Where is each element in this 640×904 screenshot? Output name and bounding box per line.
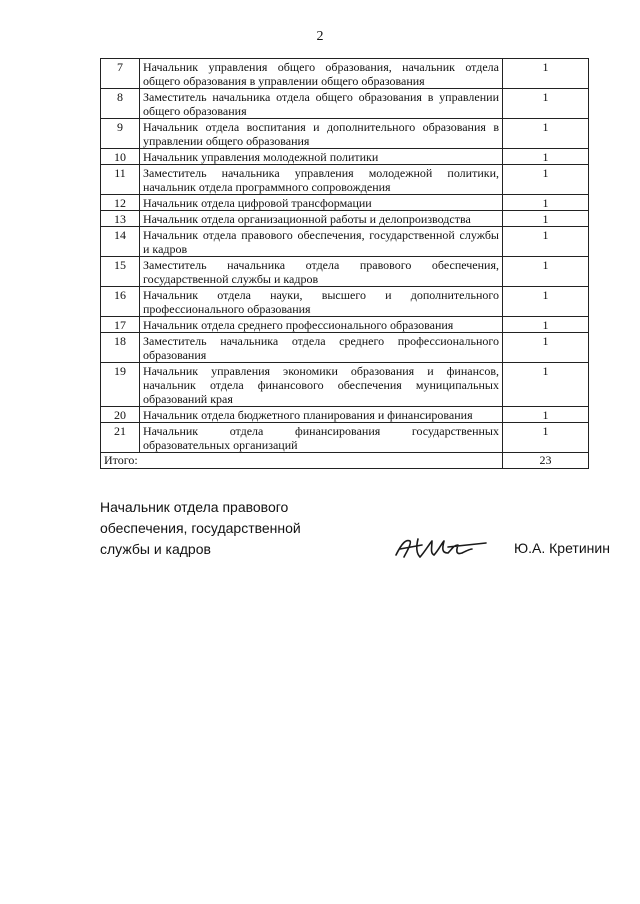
total-label: Итого: xyxy=(101,453,503,469)
row-number: 16 xyxy=(101,287,140,317)
handwritten-signature xyxy=(392,533,492,563)
row-number: 8 xyxy=(101,89,140,119)
table-row xyxy=(101,119,589,149)
signer-position-line: службы и кадров xyxy=(100,541,211,557)
position-title: Начальник отдела воспитания и дополнительного образования в управлении общего образования xyxy=(140,119,503,149)
row-number: 12 xyxy=(101,195,140,211)
position-title: Начальник отдела финансирования государственных образовательных организаций xyxy=(140,423,503,453)
position-count: 1 xyxy=(503,407,589,423)
signer-position-line: обеспечения, государственной xyxy=(100,520,301,536)
row-number: 10 xyxy=(101,149,140,165)
table-row xyxy=(101,333,589,363)
position-count: 1 xyxy=(503,195,589,211)
position-count: 1 xyxy=(503,423,589,453)
row-number: 14 xyxy=(101,227,140,257)
position-title: Начальник отдела организационной работы и делопроизводства xyxy=(140,211,503,227)
row-number: 18 xyxy=(101,333,140,363)
staff-positions-table xyxy=(100,58,589,469)
total-value: 23 xyxy=(503,453,589,469)
table-row xyxy=(101,423,589,453)
row-number: 13 xyxy=(101,211,140,227)
position-count: 1 xyxy=(503,165,589,195)
position-title: Начальник отдела правового обеспечения, государственной службы и кадров xyxy=(140,227,503,257)
table-row xyxy=(101,317,589,333)
signer-position-line: Начальник отдела правового xyxy=(100,499,289,515)
position-title: Начальник отдела среднего профессионального образования xyxy=(140,317,503,333)
position-count: 1 xyxy=(503,119,589,149)
row-number: 20 xyxy=(101,407,140,423)
position-title: Начальник отдела науки, высшего и дополнительного профессионального образования xyxy=(140,287,503,317)
position-count: 1 xyxy=(503,211,589,227)
position-title: Начальник управления молодежной политики xyxy=(140,149,503,165)
table-row xyxy=(101,227,589,257)
position-title: Заместитель начальника отдела среднего профессионального образования xyxy=(140,333,503,363)
table-row xyxy=(101,149,589,165)
table-row xyxy=(101,89,589,119)
position-title: Заместитель начальника управления молодежной политики, начальник отдела программного сопровождения xyxy=(140,165,503,195)
row-number: 19 xyxy=(101,363,140,407)
row-number: 7 xyxy=(101,59,140,89)
position-title: Начальник управления общего образования, начальник отдела общего образования в управлении общего образования xyxy=(140,59,503,89)
signer-name: Ю.А. Кретинин xyxy=(514,540,610,556)
table-row xyxy=(101,211,589,227)
position-count: 1 xyxy=(503,317,589,333)
total-row xyxy=(101,453,589,469)
position-title: Начальник отдела цифровой трансформации xyxy=(140,195,503,211)
row-number: 9 xyxy=(101,119,140,149)
position-count: 1 xyxy=(503,287,589,317)
position-title: Заместитель начальника отдела общего образования в управлении общего образования xyxy=(140,89,503,119)
row-number: 17 xyxy=(101,317,140,333)
position-count: 1 xyxy=(503,59,589,89)
signature-block xyxy=(100,497,610,560)
table-body xyxy=(101,59,589,469)
table-row xyxy=(101,165,589,195)
row-number: 21 xyxy=(101,423,140,453)
row-number: 11 xyxy=(101,165,140,195)
page-number: 2 xyxy=(316,29,324,44)
row-number: 15 xyxy=(101,257,140,287)
position-title: Заместитель начальника отдела правового обеспечения, государственной службы и кадров xyxy=(140,257,503,287)
table-row xyxy=(101,407,589,423)
table-row xyxy=(101,287,589,317)
position-count: 1 xyxy=(503,227,589,257)
table-row xyxy=(101,363,589,407)
position-count: 1 xyxy=(503,257,589,287)
table-row xyxy=(101,195,589,211)
position-count: 1 xyxy=(503,363,589,407)
position-count: 1 xyxy=(503,149,589,165)
table-row xyxy=(101,257,589,287)
position-title: Начальник управления экономики образования и финансов, начальник отдела финансового обеспечения муниципальных образований края xyxy=(140,363,503,407)
position-count: 1 xyxy=(503,333,589,363)
position-count: 1 xyxy=(503,89,589,119)
position-title: Начальник отдела бюджетного планирования и финансирования xyxy=(140,407,503,423)
table-row xyxy=(101,59,589,89)
